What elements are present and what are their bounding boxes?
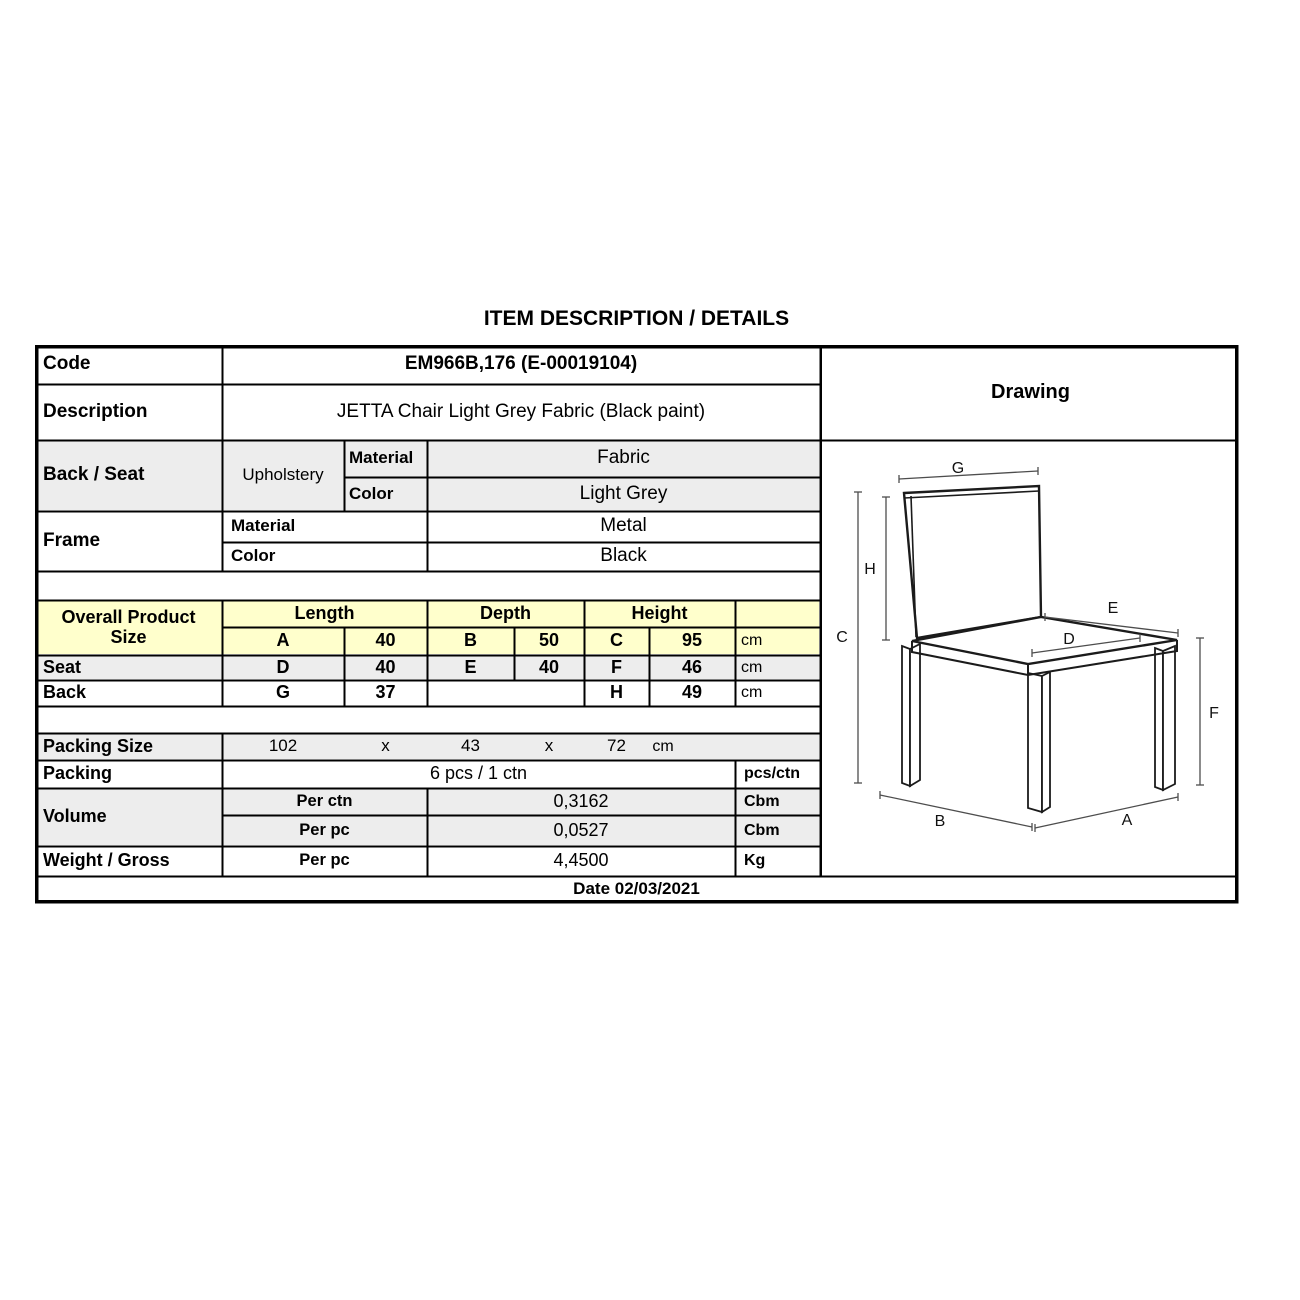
- frame-label: Frame: [43, 529, 101, 551]
- dim-label-e: E: [1107, 600, 1119, 617]
- back-height-key: H: [610, 682, 623, 703]
- packing-size-length: 102: [268, 736, 298, 756]
- overall-height-value: 95: [681, 630, 703, 651]
- overall-depth-key: B: [464, 630, 477, 651]
- description-label: Description: [43, 400, 148, 422]
- weight-label: Weight / Gross: [43, 850, 170, 871]
- back-unit: cm: [741, 684, 763, 702]
- seat-row-label: Seat: [43, 656, 82, 677]
- overall-length-value: 40: [375, 630, 396, 651]
- seat-height-key: F: [611, 656, 622, 677]
- overall-product-size-line1: Overall Product: [61, 607, 196, 628]
- upholstery-label: Upholstery: [242, 465, 324, 485]
- back-seat-color-label: Color: [349, 483, 394, 503]
- frame-color-value: Black: [600, 545, 647, 567]
- seat-unit: cm: [741, 658, 763, 676]
- seat-length-value: 40: [375, 656, 396, 677]
- overall-length-key: A: [276, 630, 290, 651]
- frame-color-label: Color: [231, 546, 276, 566]
- volume-per-ctn-unit: Cbm: [744, 792, 780, 810]
- overall-height-key: C: [610, 630, 623, 651]
- overall-unit: cm: [741, 632, 763, 650]
- packing-size-x1: x: [381, 736, 390, 756]
- packing-size-depth: 43: [461, 736, 480, 756]
- volume-per-ctn-value: 0,3162: [553, 790, 609, 811]
- seat-height-value: 46: [681, 656, 703, 677]
- volume-label: Volume: [43, 806, 107, 827]
- back-length-key: G: [275, 682, 290, 703]
- length-header: Length: [294, 602, 355, 623]
- overall-product-size-label: [35, 600, 222, 655]
- back-row-label: Back: [43, 682, 87, 703]
- page-title: ITEM DESCRIPTION / DETAILS: [483, 306, 790, 330]
- volume-per-pc-value: 0,0527: [553, 819, 609, 840]
- seat-length-key: D: [276, 656, 290, 677]
- seat-depth-value: 40: [538, 656, 560, 677]
- frame-material-value: Metal: [600, 515, 647, 537]
- dim-label-f: F: [1209, 705, 1219, 722]
- volume-per-pc-label: Per pc: [299, 820, 350, 839]
- back-seat-color-value: Light Grey: [579, 482, 668, 504]
- packing-label: Packing: [43, 763, 113, 784]
- back-seat-material-label: Material: [349, 448, 414, 468]
- packing-size-x2: x: [544, 736, 554, 756]
- code-value: EM966B,176 (E-00019104): [404, 353, 638, 375]
- height-header: Height: [631, 602, 688, 623]
- volume-per-pc-unit: Cbm: [744, 821, 780, 839]
- description-value: JETTA Chair Light Grey Fabric (Black paint): [336, 400, 706, 422]
- weight-value: 4,4500: [553, 850, 609, 871]
- back-seat-material-value: Fabric: [597, 447, 650, 469]
- drawing-header: Drawing: [991, 380, 1070, 403]
- dim-label-g: G: [951, 460, 965, 477]
- dim-label-b: B: [934, 813, 946, 830]
- dim-label-d: D: [1063, 631, 1075, 648]
- depth-header: Depth: [480, 602, 531, 623]
- overall-depth-value: 50: [538, 630, 560, 651]
- weight-per-label: Per pc: [299, 851, 350, 870]
- overall-product-size-line2: Size: [110, 626, 147, 647]
- back-length-value: 37: [375, 682, 396, 703]
- volume-per-ctn-label: Per ctn: [296, 791, 353, 810]
- packing-size-label: Packing Size: [43, 735, 154, 756]
- packing-value: 6 pcs / 1 ctn: [429, 763, 528, 784]
- packing-size-unit: cm: [652, 737, 674, 755]
- seat-depth-key: E: [464, 656, 477, 677]
- code-label: Code: [43, 353, 91, 375]
- dim-label-a: A: [1121, 812, 1133, 829]
- back-seat-label: Back / Seat: [43, 464, 145, 486]
- dim-label-h: H: [864, 561, 876, 578]
- frame-material-label: Material: [231, 516, 296, 536]
- packing-unit: pcs/ctn: [744, 765, 801, 783]
- weight-unit: Kg: [744, 852, 766, 870]
- date-row: Date 02/03/2021: [573, 879, 700, 899]
- packing-size-height: 72: [607, 736, 626, 756]
- back-height-value: 49: [681, 682, 703, 703]
- chair-drawing: [823, 440, 1238, 876]
- dim-label-c: C: [836, 629, 848, 646]
